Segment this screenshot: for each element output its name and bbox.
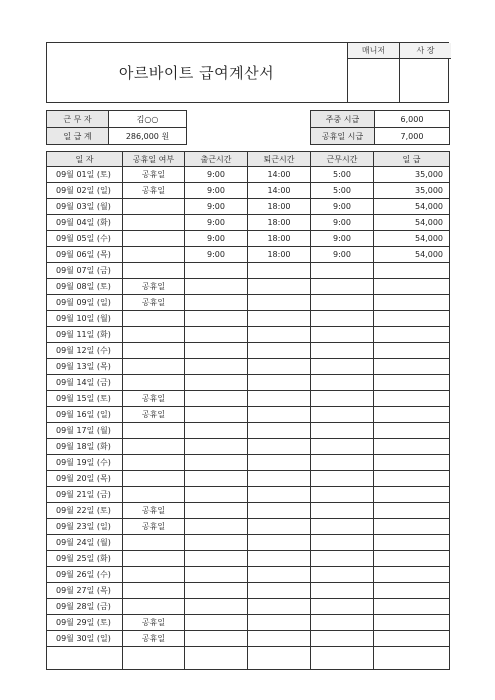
table-row: [47, 199, 450, 215]
cell-start-time: [185, 439, 248, 455]
cell-date: 09월 18일 (화): [47, 439, 123, 455]
cell-holiday: [123, 471, 185, 487]
cell-daily-wage: 54,000: [374, 247, 450, 263]
cell-date: 09월 16일 (일): [47, 407, 123, 423]
table-body: [47, 167, 450, 670]
holiday-rate-value: 7,000: [375, 128, 450, 145]
cell-date: [47, 647, 123, 670]
cell-date: 09월 15일 (토): [47, 391, 123, 407]
approval-manager-column: [348, 43, 399, 102]
cell-start-time: [185, 503, 248, 519]
cell-start-time: 9:00: [185, 247, 248, 263]
cell-work-hours: [311, 583, 374, 599]
table-row: [47, 279, 450, 295]
cell-work-hours: [311, 535, 374, 551]
cell-date: 09월 06일 (목): [47, 247, 123, 263]
table-row: [47, 407, 450, 423]
cell-work-hours: [311, 391, 374, 407]
cell-daily-wage: [374, 631, 450, 647]
cell-work-hours: 9:00: [311, 231, 374, 247]
cell-end-time: 18:00: [248, 231, 311, 247]
worker-value: 김○○: [109, 111, 187, 128]
cell-holiday: 공휴일: [123, 519, 185, 535]
cell-date: 09월 17일 (월): [47, 423, 123, 439]
cell-daily-wage: [374, 615, 450, 631]
cell-work-hours: [311, 519, 374, 535]
cell-daily-wage: [374, 391, 450, 407]
header-work-hours: 근무시간: [311, 152, 374, 167]
cell-holiday: 공휴일: [123, 183, 185, 199]
table-row: [47, 327, 450, 343]
table-row: [47, 215, 450, 231]
cell-date: 09월 28일 (금): [47, 599, 123, 615]
cell-end-time: [248, 407, 311, 423]
table-row: [47, 487, 450, 503]
cell-daily-wage: [374, 487, 450, 503]
cell-work-hours: [311, 423, 374, 439]
cell-start-time: [185, 487, 248, 503]
cell-date: 09월 13일 (목): [47, 359, 123, 375]
cell-work-hours: [311, 599, 374, 615]
cell-end-time: [248, 279, 311, 295]
cell-work-hours: [311, 439, 374, 455]
cell-date: 09월 03일 (월): [47, 199, 123, 215]
title-box: [46, 42, 449, 103]
document-title: 아르바이트 급여계산서: [118, 64, 275, 82]
table-header-row: [47, 152, 450, 167]
cell-end-time: [248, 647, 311, 670]
cell-date: 09월 04일 (화): [47, 215, 123, 231]
cell-work-hours: [311, 455, 374, 471]
cell-end-time: [248, 311, 311, 327]
table-row: [47, 247, 450, 263]
cell-start-time: [185, 407, 248, 423]
cell-start-time: 9:00: [185, 231, 248, 247]
cell-work-hours: [311, 295, 374, 311]
header-daily-wage: 일 급: [374, 152, 450, 167]
cell-daily-wage: 54,000: [374, 199, 450, 215]
cell-start-time: [185, 391, 248, 407]
cell-start-time: [185, 455, 248, 471]
cell-daily-wage: [374, 647, 450, 670]
cell-start-time: [185, 599, 248, 615]
cell-daily-wage: [374, 311, 450, 327]
cell-start-time: [185, 583, 248, 599]
table-row: [47, 439, 450, 455]
cell-start-time: [185, 295, 248, 311]
cell-holiday: [123, 439, 185, 455]
cell-date: 09월 11일 (화): [47, 327, 123, 343]
cell-daily-wage: [374, 327, 450, 343]
cell-end-time: [248, 583, 311, 599]
cell-work-hours: [311, 279, 374, 295]
cell-holiday: [123, 215, 185, 231]
cell-date: 09월 30일 (일): [47, 631, 123, 647]
cell-end-time: [248, 423, 311, 439]
cell-holiday: [123, 535, 185, 551]
approval-box: [347, 43, 450, 102]
cell-daily-wage: [374, 567, 450, 583]
cell-date: 09월 02일 (일): [47, 183, 123, 199]
cell-daily-wage: 54,000: [374, 215, 450, 231]
cell-end-time: [248, 295, 311, 311]
cell-daily-wage: [374, 407, 450, 423]
cell-daily-wage: 35,000: [374, 183, 450, 199]
table-row: [47, 231, 450, 247]
cell-holiday: [123, 199, 185, 215]
cell-holiday: [123, 311, 185, 327]
table-row: [47, 455, 450, 471]
cell-date: 09월 12일 (수): [47, 343, 123, 359]
cell-date: 09월 21일 (금): [47, 487, 123, 503]
cell-daily-wage: [374, 455, 450, 471]
cell-date: 09월 27일 (목): [47, 583, 123, 599]
table-row: [47, 359, 450, 375]
cell-date: 09월 14일 (금): [47, 375, 123, 391]
cell-end-time: 18:00: [248, 215, 311, 231]
table-row: [47, 391, 450, 407]
header-date: 일 자: [47, 152, 123, 167]
cell-end-time: [248, 327, 311, 343]
cell-work-hours: [311, 471, 374, 487]
cell-end-time: [248, 439, 311, 455]
cell-holiday: 공휴일: [123, 631, 185, 647]
approval-owner-label: 사 장: [400, 43, 451, 59]
cell-holiday: [123, 567, 185, 583]
cell-work-hours: [311, 487, 374, 503]
cell-date: 09월 08일 (토): [47, 279, 123, 295]
table-row: [47, 583, 450, 599]
table-row: [47, 311, 450, 327]
cell-work-hours: [311, 375, 374, 391]
table-row: [47, 423, 450, 439]
cell-work-hours: 5:00: [311, 183, 374, 199]
table-row: [47, 615, 450, 631]
cell-holiday: 공휴일: [123, 167, 185, 183]
approval-owner-column: [399, 43, 451, 102]
cell-work-hours: [311, 311, 374, 327]
cell-end-time: [248, 599, 311, 615]
cell-holiday: [123, 375, 185, 391]
cell-start-time: [185, 327, 248, 343]
cell-date: 09월 05일 (수): [47, 231, 123, 247]
cell-daily-wage: [374, 583, 450, 599]
cell-holiday: [123, 327, 185, 343]
weekday-rate-label: 주중 시급: [311, 111, 375, 128]
cell-end-time: [248, 375, 311, 391]
cell-work-hours: [311, 503, 374, 519]
cell-start-time: [185, 471, 248, 487]
header-end-time: 퇴근시간: [248, 152, 311, 167]
cell-daily-wage: [374, 263, 450, 279]
approval-manager-label: 매니저: [348, 43, 399, 59]
cell-work-hours: 5:00: [311, 167, 374, 183]
cell-date: 09월 25일 (화): [47, 551, 123, 567]
cell-date: 09월 22일 (토): [47, 503, 123, 519]
cell-date: 09월 10일 (월): [47, 311, 123, 327]
cell-date: 09월 07일 (금): [47, 263, 123, 279]
cell-holiday: 공휴일: [123, 407, 185, 423]
cell-end-time: [248, 519, 311, 535]
cell-daily-wage: [374, 535, 450, 551]
cell-start-time: [185, 279, 248, 295]
cell-end-time: 18:00: [248, 247, 311, 263]
cell-start-time: 9:00: [185, 183, 248, 199]
cell-holiday: [123, 359, 185, 375]
cell-start-time: [185, 359, 248, 375]
cell-start-time: 9:00: [185, 215, 248, 231]
header-holiday: 공휴일 여부: [123, 152, 185, 167]
table-row: [47, 535, 450, 551]
cell-work-hours: [311, 359, 374, 375]
cell-daily-wage: [374, 295, 450, 311]
cell-end-time: [248, 391, 311, 407]
cell-holiday: 공휴일: [123, 391, 185, 407]
table-row: [47, 183, 450, 199]
cell-end-time: [248, 455, 311, 471]
cell-holiday: [123, 247, 185, 263]
cell-daily-wage: [374, 503, 450, 519]
cell-work-hours: 9:00: [311, 199, 374, 215]
cell-end-time: [248, 551, 311, 567]
cell-work-hours: [311, 327, 374, 343]
cell-work-hours: [311, 647, 374, 670]
cell-date: 09월 23일 (일): [47, 519, 123, 535]
cell-work-hours: [311, 263, 374, 279]
cell-daily-wage: [374, 343, 450, 359]
table-row: [47, 567, 450, 583]
header-start-time: 출근시간: [185, 152, 248, 167]
cell-daily-wage: [374, 599, 450, 615]
cell-work-hours: 9:00: [311, 247, 374, 263]
table-row: [47, 551, 450, 567]
cell-end-time: 14:00: [248, 167, 311, 183]
cell-work-hours: [311, 551, 374, 567]
cell-work-hours: [311, 343, 374, 359]
cell-holiday: 공휴일: [123, 615, 185, 631]
cell-holiday: [123, 487, 185, 503]
cell-start-time: [185, 567, 248, 583]
cell-start-time: [185, 519, 248, 535]
cell-work-hours: [311, 567, 374, 583]
cell-end-time: [248, 615, 311, 631]
table-row: [47, 263, 450, 279]
table-row: [47, 503, 450, 519]
cell-daily-wage: 54,000: [374, 231, 450, 247]
worker-row: [47, 111, 187, 128]
cell-daily-wage: [374, 375, 450, 391]
cell-end-time: 18:00: [248, 199, 311, 215]
cell-holiday: 공휴일: [123, 279, 185, 295]
cell-end-time: [248, 471, 311, 487]
cell-end-time: 14:00: [248, 183, 311, 199]
cell-work-hours: [311, 615, 374, 631]
cell-start-time: [185, 375, 248, 391]
cell-holiday: [123, 423, 185, 439]
cell-daily-wage: [374, 439, 450, 455]
weekday-rate-row: [311, 111, 450, 128]
cell-work-hours: [311, 407, 374, 423]
cell-holiday: [123, 455, 185, 471]
daily-total-row: [47, 128, 187, 145]
cell-start-time: 9:00: [185, 167, 248, 183]
cell-holiday: [123, 343, 185, 359]
cell-holiday: [123, 583, 185, 599]
cell-end-time: [248, 535, 311, 551]
cell-start-time: [185, 535, 248, 551]
cell-date: 09월 20일 (목): [47, 471, 123, 487]
cell-end-time: [248, 343, 311, 359]
daily-total-label: 일 급 계: [47, 128, 109, 145]
table-row: [47, 375, 450, 391]
table-row: [47, 167, 450, 183]
cell-start-time: [185, 263, 248, 279]
cell-holiday: [123, 263, 185, 279]
cell-holiday: [123, 551, 185, 567]
daily-wage-table: [46, 151, 450, 670]
cell-start-time: [185, 631, 248, 647]
cell-holiday: [123, 231, 185, 247]
holiday-rate-label: 공휴일 시급: [311, 128, 375, 145]
table-row: [47, 647, 450, 670]
worker-label: 근 무 자: [47, 111, 109, 128]
cell-daily-wage: [374, 551, 450, 567]
cell-daily-wage: [374, 279, 450, 295]
cell-end-time: [248, 359, 311, 375]
worker-info-table: [46, 110, 187, 145]
cell-end-time: [248, 503, 311, 519]
cell-holiday: 공휴일: [123, 503, 185, 519]
cell-work-hours: 9:00: [311, 215, 374, 231]
table-row: [47, 519, 450, 535]
cell-date: 09월 26일 (수): [47, 567, 123, 583]
holiday-rate-row: [311, 128, 450, 145]
cell-start-time: [185, 615, 248, 631]
cell-date: 09월 24일 (월): [47, 535, 123, 551]
cell-start-time: 9:00: [185, 199, 248, 215]
cell-date: 09월 19일 (수): [47, 455, 123, 471]
cell-daily-wage: [374, 519, 450, 535]
cell-date: 09월 09일 (일): [47, 295, 123, 311]
daily-total-value: 286,000 원: [109, 128, 187, 145]
cell-daily-wage: [374, 471, 450, 487]
cell-date: 09월 01일 (토): [47, 167, 123, 183]
cell-work-hours: [311, 631, 374, 647]
table-row: [47, 343, 450, 359]
table-row: [47, 471, 450, 487]
cell-daily-wage: [374, 423, 450, 439]
cell-start-time: [185, 343, 248, 359]
wage-rate-table: [310, 110, 450, 145]
table-row: [47, 599, 450, 615]
cell-daily-wage: [374, 359, 450, 375]
cell-end-time: [248, 567, 311, 583]
weekday-rate-value: 6,000: [375, 111, 450, 128]
cell-start-time: [185, 423, 248, 439]
table-row: [47, 631, 450, 647]
cell-end-time: [248, 263, 311, 279]
cell-date: 09월 29일 (토): [47, 615, 123, 631]
cell-start-time: [185, 551, 248, 567]
cell-start-time: [185, 647, 248, 670]
cell-daily-wage: 35,000: [374, 167, 450, 183]
cell-start-time: [185, 311, 248, 327]
cell-end-time: [248, 631, 311, 647]
table-row: [47, 295, 450, 311]
cell-holiday: [123, 647, 185, 670]
cell-end-time: [248, 487, 311, 503]
cell-holiday: [123, 599, 185, 615]
cell-holiday: 공휴일: [123, 295, 185, 311]
